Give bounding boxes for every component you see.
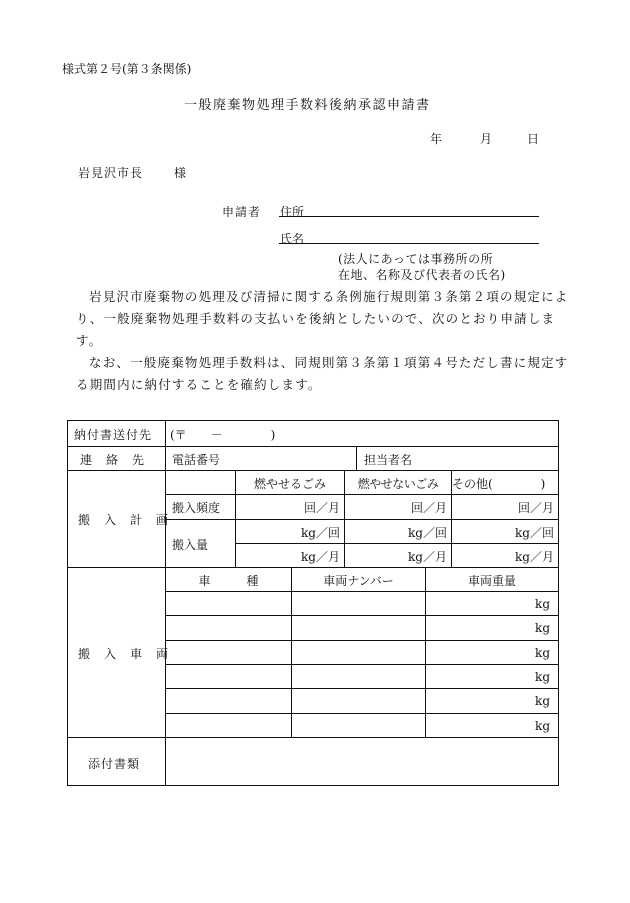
table-rule [165, 615, 559, 616]
address-label: 住所 [280, 205, 305, 219]
date-month-label: 月 [480, 132, 493, 146]
vehicles-label: 搬 入 車 両 [78, 647, 170, 661]
vehicle-weight-unit[interactable]: kg [535, 621, 550, 635]
form-number: 様式第２号(第３条関係) [62, 62, 192, 76]
burnable-amount-per-month[interactable]: kg／月 [301, 550, 340, 564]
table-rule [165, 640, 559, 641]
name-label: 氏名 [280, 232, 305, 246]
table-rule [165, 688, 559, 689]
frequency-label: 搬入頻度 [172, 501, 221, 515]
vehicle-weight-unit[interactable]: kg [535, 694, 550, 708]
table-rule [235, 543, 559, 544]
table-rule [165, 664, 559, 665]
table-rule [356, 446, 357, 470]
contact-label: 連 絡 先 [80, 453, 146, 467]
table-rule [165, 494, 559, 495]
body-paragraph-2: なお、一般廃棄物処理手数料は、同規則第３条第１項第４号ただし書に規定する期間内に納付することを確約します。 [76, 355, 569, 392]
other-amount-per-time[interactable]: kg／回 [515, 526, 554, 540]
table-rule [165, 713, 559, 714]
person-in-charge-label[interactable]: 担当者名 [364, 453, 413, 467]
col-vehicle-number: 車両ナンバー [323, 574, 394, 588]
phone-label[interactable]: 電話番号 [172, 453, 221, 467]
table-rule [165, 591, 559, 592]
other-amount-per-month[interactable]: kg／月 [515, 550, 554, 564]
date-day-label: 日 [527, 132, 540, 146]
other-frequency-unit[interactable]: 回／月 [517, 501, 554, 515]
col-other[interactable]: その他( ) [452, 477, 546, 491]
body-paragraph-1: 岩見沢市廃棄物の処理及び清掃に関する条例施行規則第３条第２項の規定により、一般廃棄物処理手数料の支払いを後納としたいので、次のとおり申請します。 [76, 289, 569, 348]
table-rule [67, 567, 559, 568]
applicant-note-line1: (法人にあっては事務所の所 [338, 252, 494, 266]
address-field[interactable] [279, 216, 539, 217]
table-border-top [67, 420, 559, 421]
vehicle-weight-unit[interactable]: kg [535, 719, 550, 733]
applicant-label: 申請者 [222, 205, 262, 219]
vehicle-weight-unit[interactable]: kg [535, 646, 550, 660]
plan-label: 搬 入 計 画 [78, 513, 170, 527]
col-burnable: 燃やせるごみ [253, 477, 326, 491]
vehicle-weight-unit[interactable]: kg [535, 597, 550, 611]
document-title: 一般廃棄物処理手数料後納承認申請書 [184, 98, 431, 113]
addressee-honorific: 様 [174, 166, 187, 180]
col-vehicle-type: 車 種 [198, 574, 259, 588]
table-rule [165, 420, 166, 786]
burnable-frequency-unit[interactable]: 回／月 [303, 501, 340, 515]
table-border-bottom [67, 785, 559, 786]
attachments-label: 添付書類 [88, 757, 141, 771]
nonburnable-frequency-unit[interactable]: 回／月 [410, 501, 447, 515]
table-rule [291, 567, 292, 737]
send-to-field[interactable]: (〒 － ) [170, 428, 276, 442]
applicant-note-line2: 在地、名称及び代表者の氏名) [338, 268, 506, 282]
table-rule [67, 737, 559, 738]
burnable-amount-per-time[interactable]: kg／回 [301, 526, 340, 540]
nonburnable-amount-per-month[interactable]: kg／月 [408, 550, 447, 564]
col-nonburnable: 燃やせないごみ [357, 477, 439, 491]
table-border-right [558, 420, 559, 786]
nonburnable-amount-per-time[interactable]: kg／回 [408, 526, 447, 540]
table-border-left [67, 420, 68, 786]
table-rule [165, 519, 559, 520]
attachments-field[interactable] [170, 742, 554, 780]
addressee-name: 岩見沢市長 [78, 166, 144, 180]
name-field[interactable] [279, 243, 539, 244]
col-vehicle-weight: 車両重量 [467, 574, 516, 588]
table-rule [67, 470, 559, 471]
amount-label: 搬入量 [172, 538, 209, 552]
vehicle-weight-unit[interactable]: kg [535, 670, 550, 684]
date-year-label: 年 [430, 132, 443, 146]
send-to-label: 納付書送付先 [74, 428, 153, 442]
table-rule [67, 446, 559, 447]
